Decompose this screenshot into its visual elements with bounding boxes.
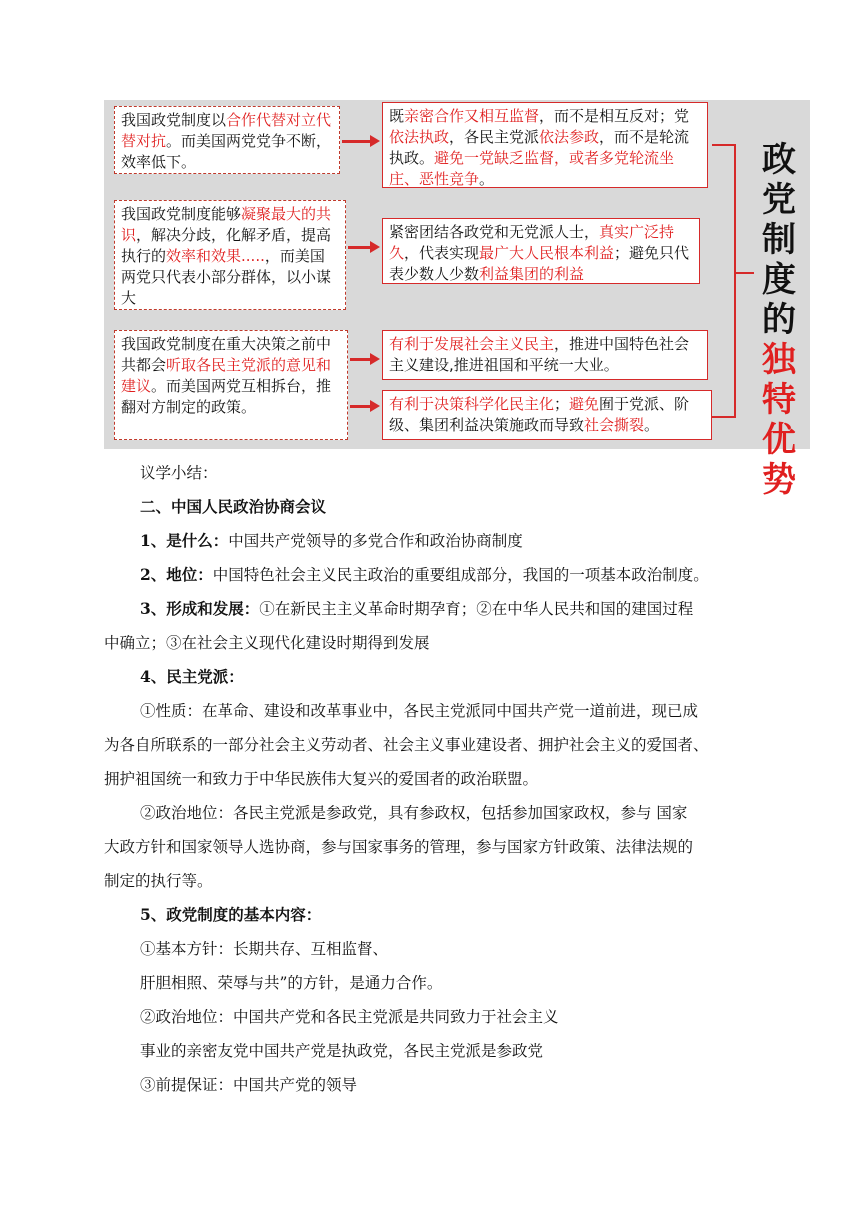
nature-line-2: 为各自所联系的一部分社会主义劳动者、社会主义事业建设者、拥护社会主义的爱国者、 xyxy=(104,736,709,754)
arrow-1 xyxy=(342,140,372,143)
political-status-line: ②政治地位：中国共产党和各民主党派是共同致力于社会主义 xyxy=(140,1008,559,1026)
right-box-1: 既亲密合作又相互监督，而不是相互反对；党依法执政，各民主党派依法参政，而不是轮流执政。避免一党缺乏监督，或者多党轮流坐庄、恶性竞争。 xyxy=(382,102,708,188)
item-2: 2、地位：中国特色社会主义民主政治的重要组成部分，我国的一项基本政治制度。 xyxy=(140,565,709,584)
bracket-stem xyxy=(734,272,754,274)
right-box-3: 有利于发展社会主义民主，推进中国特色社会主义建设,推进祖国和平统一大业。 xyxy=(382,330,708,380)
arrow-2 xyxy=(348,246,372,249)
item-4: 4、民主党派： xyxy=(140,667,244,686)
left-box-1: 我国政党制度以合作代替对立代替对抗。而美国两党党争不断，效率低下。 xyxy=(114,106,340,174)
item-3: 3、形成和发展：①在新民主主义革命时期孕育；②在中华人民共和国的建国过程 xyxy=(140,599,694,618)
section-heading: 二、中国人民政治协商会议 xyxy=(140,497,327,516)
right-box-4: 有利于决策科学化民主化；避免囿于党派、阶级、集团利益决策施政而导致社会撕裂。 xyxy=(382,390,712,440)
policy-line: ①基本方针：长期共存、互相监督、 xyxy=(140,940,389,958)
arrow-3 xyxy=(350,358,372,361)
right-box-2: 紧密团结各政党和无党派人士，真实广泛持久，代表实现最广大人民根本利益；避免只代表少数人少数利益集团的利益 xyxy=(382,218,700,284)
nature-line-3: 拥护祖国统一和致力于中华民族伟大复兴的爱国者的政治联盟。 xyxy=(104,770,539,788)
policy-line-2: 肝胆相照、荣辱与共”的方针，是通力合作。 xyxy=(140,974,443,992)
item-5: 5、政党制度的基本内容： xyxy=(140,905,322,924)
item-1: 1、是什么：中国共产党领导的多党合作和政治协商制度 xyxy=(140,531,523,550)
arrow-4 xyxy=(350,405,372,408)
bracket xyxy=(712,144,736,418)
status-line-3: 制定的执行等。 xyxy=(104,872,213,890)
diagram-title: 政党制度的独特优势 xyxy=(762,140,796,500)
status-line: ②政治地位：各民主党派是参政党，具有参政权，包括参加国家政权，参与 国家 xyxy=(140,804,688,822)
summary-label: 议学小结： xyxy=(140,464,218,482)
left-box-3: 我国政党制度在重大决策之前中共都会听取各民主党派的意见和建议。而美国两党互相拆台，推翻对方制定的政策。 xyxy=(114,330,348,440)
left-box-2: 我国政党制度能够凝聚最大的共识，解决分歧，化解矛盾，提高执行的效率和效果.....，而美国两党只代表小部分群体，以小谋大 xyxy=(114,200,346,310)
item-3-cont: 中确立；③在社会主义现代化建设时期得到发展 xyxy=(104,634,430,652)
political-status-line-2: 事业的亲密友党中国共产党是执政党，各民主党派是参政党 xyxy=(140,1042,544,1060)
status-line-2: 大政方针和国家领导人选协商，参与国家事务的管理，参与国家方针政策、法律法规的 xyxy=(104,838,694,856)
nature-line: ①性质：在革命、建设和改革事业中，各民主党派同中国共产党一道前进，现已成 xyxy=(140,702,699,720)
premise-line: ③前提保证：中国共产党的领导 xyxy=(140,1076,358,1094)
